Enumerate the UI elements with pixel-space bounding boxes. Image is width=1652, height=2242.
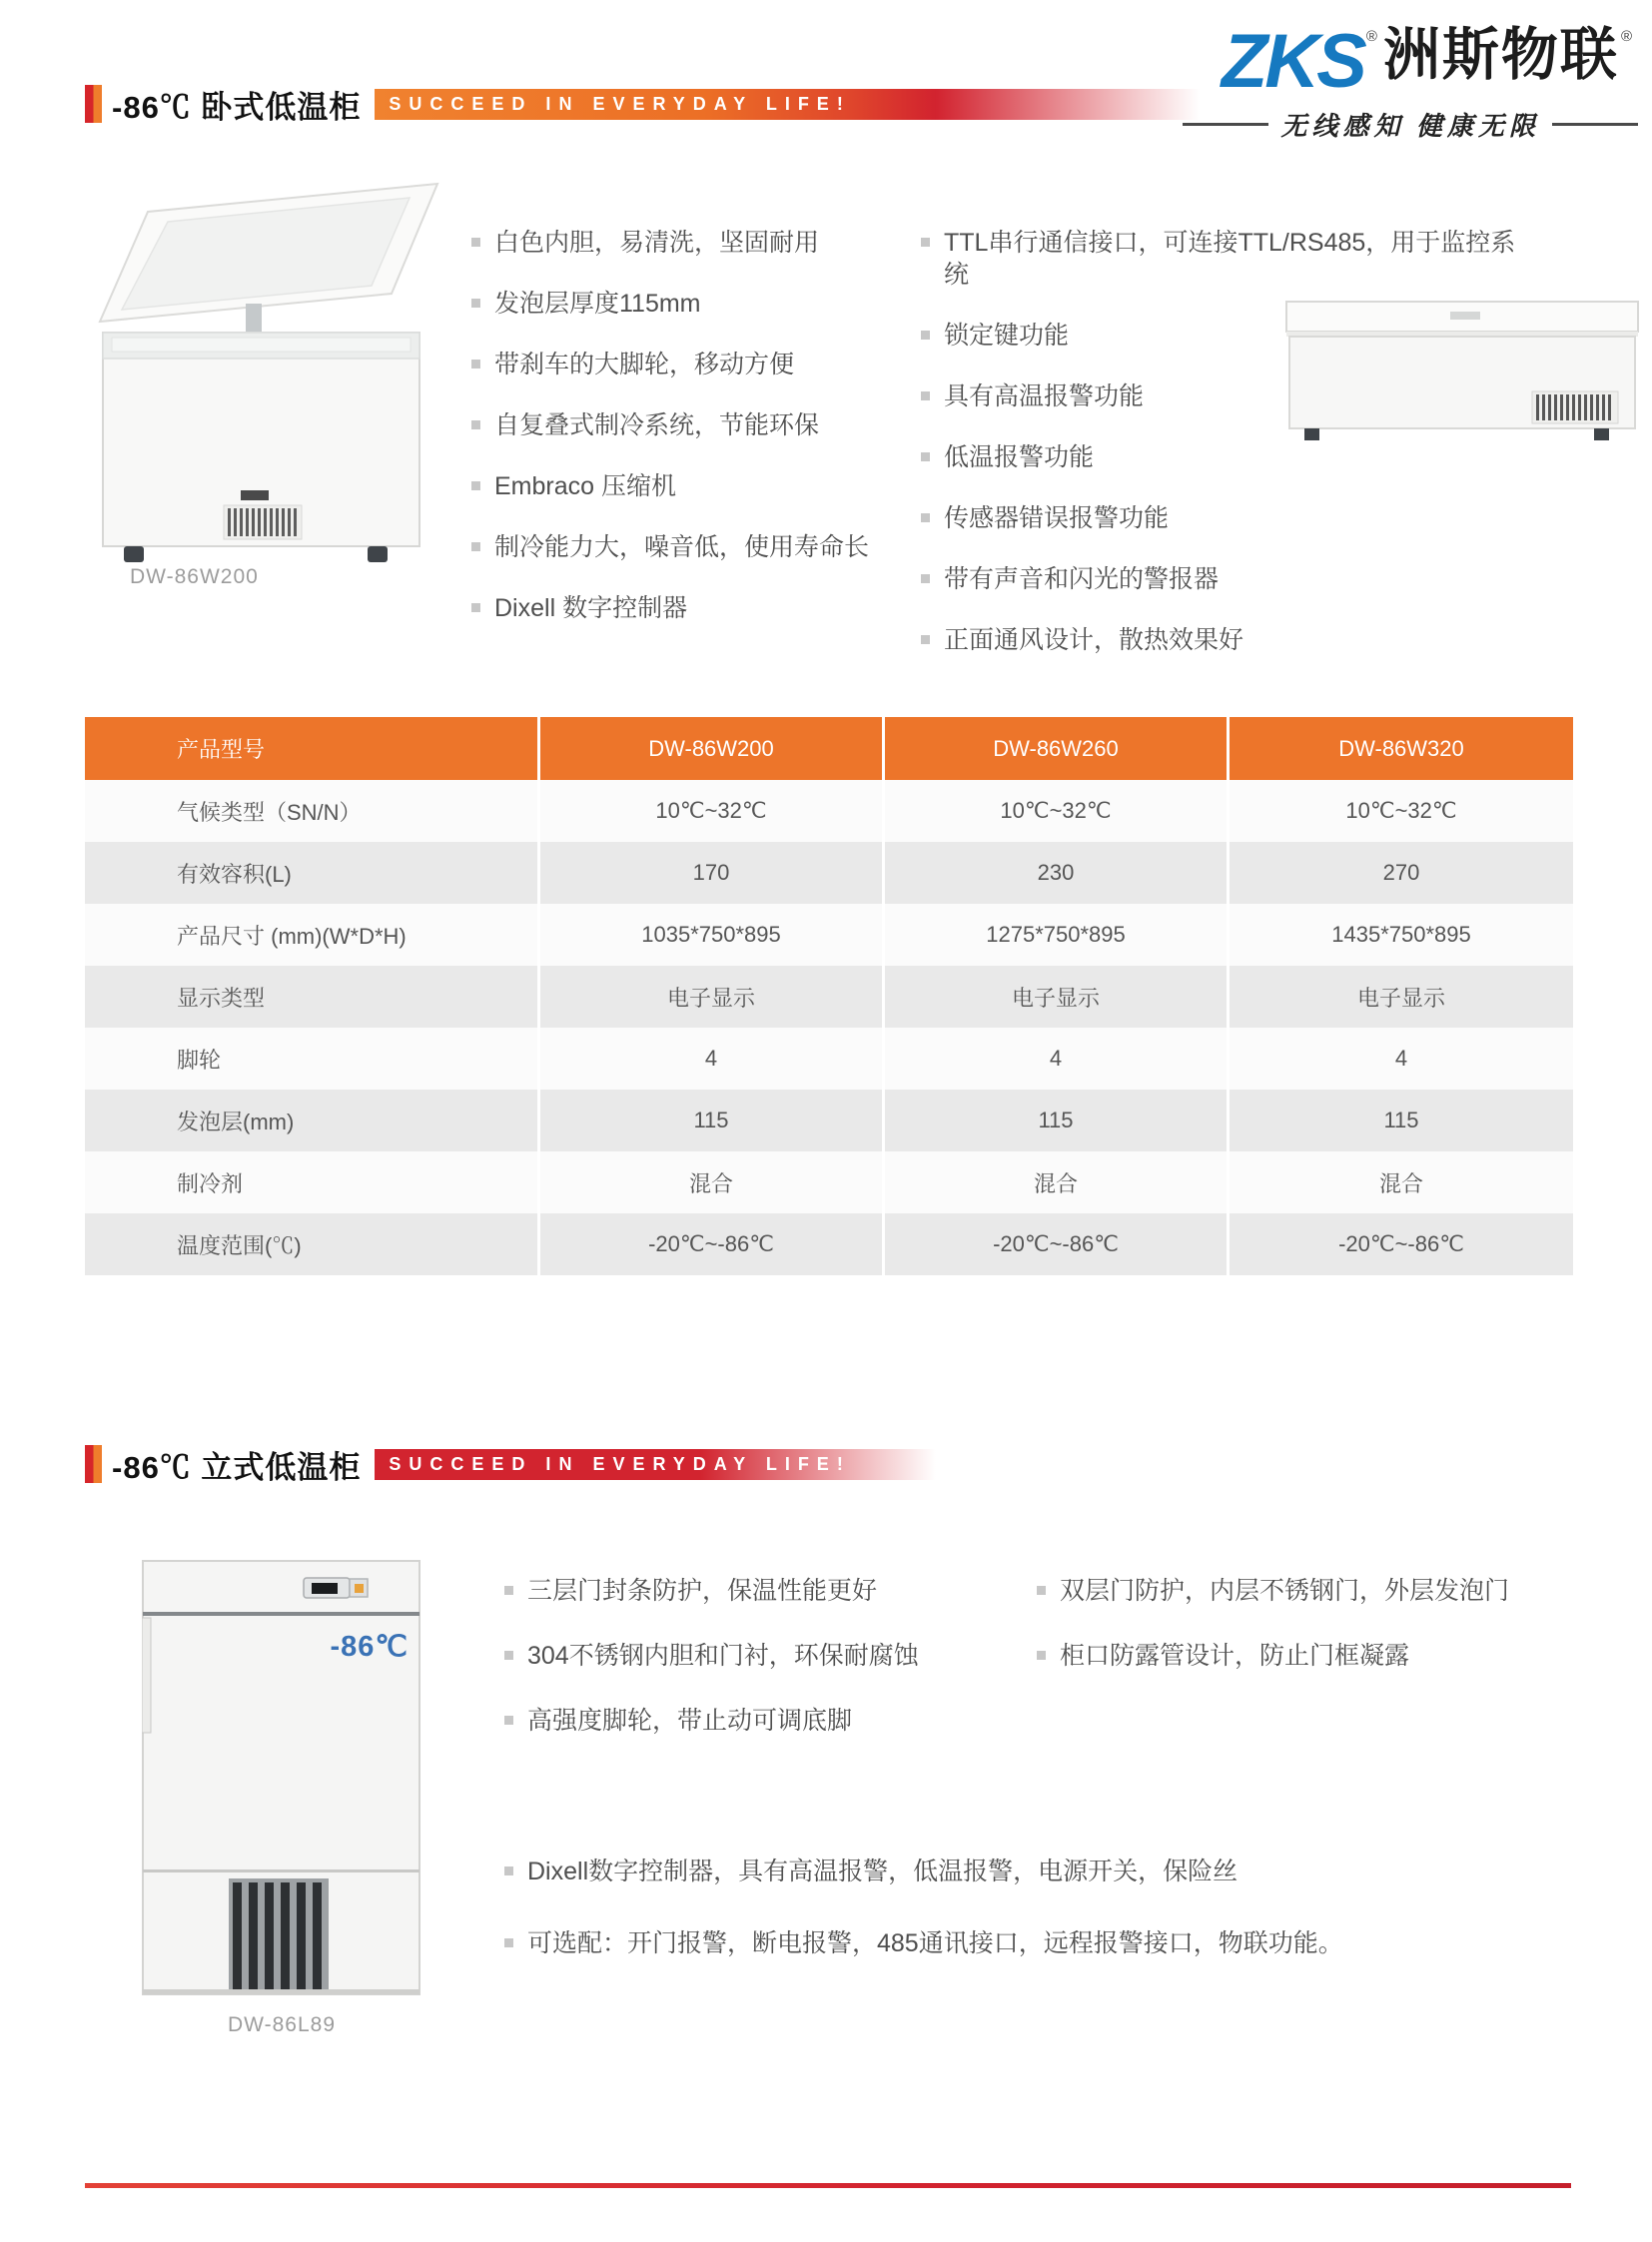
feature-item	[471, 227, 891, 259]
feature-text: 自复叠式制冷系统，节能环保	[494, 411, 820, 439]
feature-text: Embraco 压缩机	[494, 472, 676, 500]
bullet-square-icon	[471, 420, 480, 429]
tagline-text: 无线感知 健康无限	[1280, 112, 1540, 142]
spec-cell: 混合	[885, 1151, 1230, 1213]
feature-text: 发泡层厚度115mm	[494, 290, 701, 318]
feature-text: 柜口防露管设计，防止门框凝露	[1060, 1642, 1410, 1670]
feature-item	[1037, 1575, 1576, 1607]
spec-table-row	[85, 1151, 1573, 1213]
bullet-square-icon	[471, 481, 480, 490]
bullet-square-icon	[504, 1586, 513, 1595]
spec-cell: 270	[1382, 860, 1420, 885]
spec-row-label: 显示类型	[85, 966, 540, 1028]
spec-cell: 4	[885, 1028, 1230, 1090]
section1-header	[85, 84, 1200, 124]
section1-banner: SUCCEED IN EVERYDAY LIFE!	[375, 89, 1200, 120]
bullet-square-icon	[921, 574, 930, 583]
footer-accent-line	[85, 2183, 1571, 2188]
bullet-square-icon	[921, 238, 930, 247]
spec-cell: -20℃~-86℃	[540, 1213, 885, 1275]
bullet-square-icon	[921, 513, 930, 522]
feature-text: 高强度脚轮，带止动可调底脚	[527, 1707, 853, 1735]
feature-text: 304不锈钢内胆和门衬，环保耐腐蚀	[527, 1642, 919, 1670]
bullet-square-icon	[921, 391, 930, 400]
spec-cell: 1275*750*895	[885, 904, 1230, 966]
bullet-square-icon	[471, 603, 480, 612]
spec-cell: 115	[885, 1090, 1230, 1151]
spec-cell: 170	[540, 842, 885, 904]
spec-header-cell: DW-86W320	[1230, 717, 1573, 780]
spec-cell: 1435*750*895	[1331, 922, 1471, 947]
feature-item	[471, 288, 891, 320]
bullet-square-icon	[1037, 1651, 1046, 1660]
spec-row-label: 有效容积(L)	[85, 842, 540, 904]
chest-freezer-closed-image	[1284, 294, 1642, 449]
spec-row-label: 发泡层(mm)	[85, 1090, 540, 1151]
spec-row-label: 产品尺寸 (mm)(W*D*H)	[85, 904, 540, 966]
section2-features-full	[504, 1856, 1523, 1999]
spec-table-header-row	[85, 717, 1573, 780]
feature-text: 制冷能力大，噪音低，使用寿命长	[494, 533, 870, 561]
spec-header-cell: DW-86W200	[540, 717, 885, 780]
registered-mark-icon: ®	[1365, 28, 1377, 45]
bullet-square-icon	[1037, 1586, 1046, 1595]
feature-item	[471, 409, 891, 441]
spec-cell: 4	[1394, 1046, 1408, 1071]
brand-logo	[1183, 19, 1638, 143]
product-model-label: DW-86L89	[228, 2013, 336, 2036]
spec-table-row	[85, 904, 1573, 966]
spec-cell: 电子显示	[885, 966, 1230, 1028]
feature-item	[1037, 1640, 1576, 1672]
feature-item	[921, 227, 1540, 291]
feature-item	[921, 624, 1540, 656]
section1-title: -86℃ 卧式低温柜	[112, 89, 362, 125]
bullet-square-icon	[921, 635, 930, 644]
feature-text: Dixell数字控制器，具有高温报警，低温报警，电源开关，保险丝	[527, 1858, 1239, 1885]
feature-item	[504, 1856, 1523, 1887]
bullet-square-icon	[471, 360, 480, 369]
spec-cell: 电子显示	[540, 966, 885, 1028]
spec-cell: 230	[885, 842, 1230, 904]
spec-cell: 10℃~32℃	[1345, 798, 1457, 823]
spec-header-cell: DW-86W260	[885, 717, 1230, 780]
feature-text: 传感器错误报警功能	[944, 504, 1170, 532]
section1-features-left	[471, 227, 891, 653]
feature-text: 低温报警功能	[944, 443, 1095, 471]
feature-text: 带有声音和闪光的警报器	[944, 565, 1220, 593]
spec-cell: 115	[540, 1090, 885, 1151]
spec-header-cell: 产品型号	[85, 717, 540, 780]
spec-row-label: 温度范围(℃)	[85, 1213, 540, 1275]
section2-header	[85, 1444, 936, 1484]
bullet-square-icon	[921, 452, 930, 461]
brand-tagline	[1183, 106, 1638, 143]
spec-table-row	[85, 780, 1573, 842]
section2-features-right	[1037, 1575, 1576, 1705]
section-accent-bar	[85, 1445, 102, 1483]
feature-text: 带刹车的大脚轮，移动方便	[494, 351, 795, 378]
feature-text: TTL串行通信接口，可连接TTL/RS485，用于监控系统	[944, 229, 1516, 289]
spec-cell: 混合	[1378, 1170, 1423, 1196]
spec-table	[85, 717, 1573, 1275]
feature-item	[921, 563, 1540, 595]
feature-item	[471, 531, 891, 563]
bullet-square-icon	[471, 299, 480, 308]
chest-freezer-open-image	[96, 146, 455, 565]
product-model-label: DW-86W200	[130, 565, 259, 588]
spec-cell: 1035*750*895	[540, 904, 885, 966]
bullet-square-icon	[504, 1867, 513, 1875]
feature-item	[504, 1640, 1004, 1672]
feature-text: 双层门防护，内层不锈钢门，外层发泡门	[1060, 1577, 1510, 1605]
feature-item	[471, 349, 891, 380]
registered-mark-icon: ®	[1620, 28, 1632, 45]
feature-item	[921, 502, 1540, 534]
feature-item	[504, 1575, 1004, 1607]
spec-table-row	[85, 842, 1573, 904]
feature-item	[504, 1927, 1523, 1959]
spec-table-row	[85, 1090, 1573, 1151]
bullet-square-icon	[471, 542, 480, 551]
spec-table-row	[85, 1213, 1573, 1275]
feature-item	[471, 592, 891, 624]
feature-item	[504, 1705, 1004, 1737]
spec-cell: 电子显示	[1356, 985, 1445, 1011]
feature-text: 白色内胆，易清洗，坚固耐用	[494, 229, 820, 257]
spec-cell: 10℃~32℃	[540, 780, 885, 842]
feature-text: 正面通风设计，散热效果好	[944, 626, 1244, 654]
upright-freezer-image	[142, 1560, 421, 1999]
spec-cell: -20℃~-86℃	[1338, 1231, 1464, 1256]
feature-text: 锁定键功能	[944, 322, 1070, 350]
feature-text: 具有高温报警功能	[944, 382, 1145, 410]
spec-cell: 10℃~32℃	[885, 780, 1230, 842]
spec-table-row	[85, 1028, 1573, 1090]
brand-logo-row	[1183, 19, 1638, 104]
spec-cell: 混合	[540, 1151, 885, 1213]
section2-banner: SUCCEED IN EVERYDAY LIFE!	[375, 1449, 936, 1480]
bullet-square-icon	[504, 1716, 513, 1725]
spec-cell: 115	[1383, 1108, 1419, 1132]
brand-logo-zks: ZKS	[1221, 19, 1364, 104]
spec-cell: -20℃~-86℃	[885, 1213, 1230, 1275]
brand-logo-cn: 洲斯物联	[1382, 23, 1619, 87]
section2-features-left	[504, 1575, 1004, 1770]
spec-table-row	[85, 966, 1573, 1028]
section2-title: -86℃ 立式低温柜	[112, 1449, 362, 1485]
spec-row-label: 制冷剂	[85, 1151, 540, 1213]
bullet-square-icon	[921, 331, 930, 340]
spec-cell: 4	[540, 1028, 885, 1090]
tagline-dash-right	[1552, 123, 1638, 126]
bullet-square-icon	[504, 1938, 513, 1947]
feature-item	[471, 470, 891, 502]
feature-text: Dixell 数字控制器	[494, 594, 688, 622]
spec-row-label: 气候类型（SN/N）	[85, 780, 540, 842]
section-accent-bar	[85, 85, 102, 123]
feature-text: 三层门封条防护，保温性能更好	[527, 1577, 878, 1605]
door-temp-display: -86℃	[330, 1631, 409, 1663]
bullet-square-icon	[471, 238, 480, 247]
feature-text: 可选配：开门报警，断电报警，485通讯接口，远程报警接口，物联功能。	[527, 1929, 1343, 1957]
spec-row-label: 脚轮	[85, 1028, 540, 1090]
bullet-square-icon	[504, 1651, 513, 1660]
